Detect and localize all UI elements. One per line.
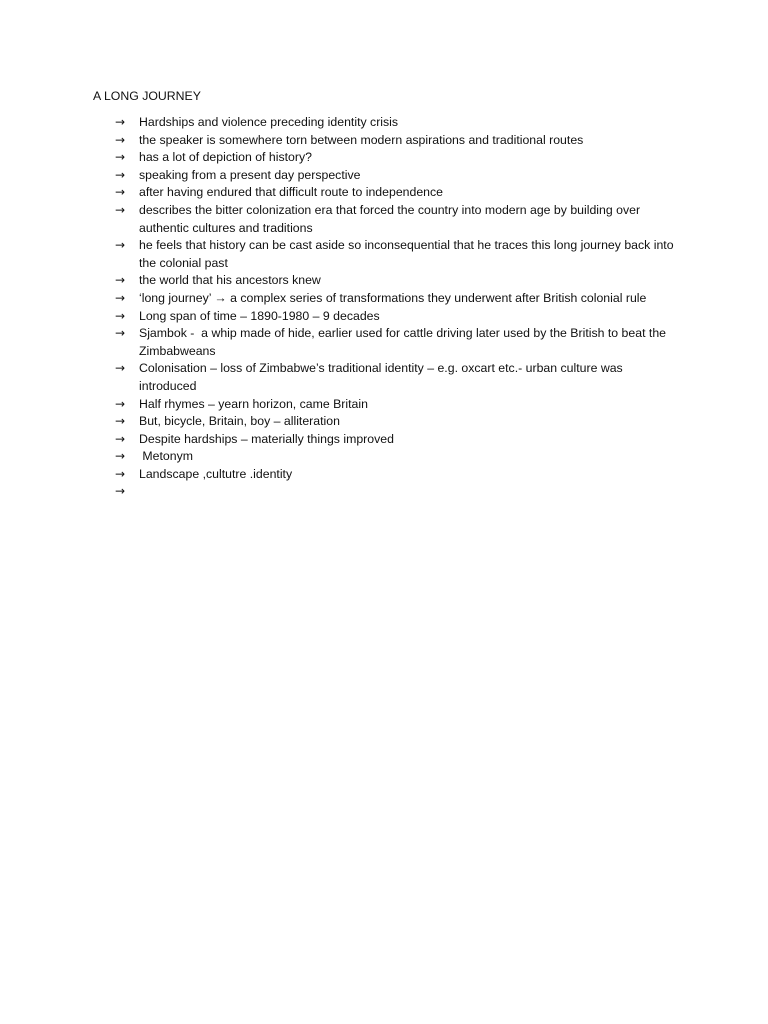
list-item-text: ‘long journey’ → a complex series of transformations they underwent after British colonial rule [139,290,647,305]
list-item-text: Half rhymes – yearn horizon, came Britain [139,396,368,411]
arrow-bullet-icon: → [115,449,126,464]
arrow-bullet-icon: → [115,414,126,429]
list-item [115,466,675,484]
arrow-bullet-icon: → [115,202,126,217]
list-item-text: But, bicycle, Britain, boy – alliteration [139,414,340,429]
list-item-text: Colonisation – loss of Zimbabwe’s traditional identity – e.g. oxcart etc.- urban culture was introduced [139,361,627,393]
list-item [115,483,675,501]
arrow-bullet-icon: → [115,326,126,341]
list-item [115,431,675,449]
list-item-text: he feels that history can be cast aside so inconsequential that he traces this long journey back into the colonial past [139,238,677,270]
list-item-text: the speaker is somewhere torn between modern aspirations and traditional routes [139,132,584,147]
arrow-bullet-icon: → [115,396,126,411]
list-item [115,325,675,360]
list-item-text: the world that his ancestors knew [139,273,321,288]
list-item [115,237,675,272]
list-item [115,184,675,202]
arrow-bullet-icon: → [115,466,126,481]
arrow-bullet-icon: → [115,361,126,376]
list-item [115,132,675,150]
list-item-text: has a lot of depiction of history? [139,150,312,165]
arrow-bullet-icon: → [115,238,126,253]
list-item-text: Hardships and violence preceding identity crisis [139,115,399,129]
arrow-bullet-icon: → [115,150,126,165]
list-item [115,272,675,290]
list-item-text: describes the bitter colonization era that forced the country into modern age by building over authentic cultures and traditions [139,202,644,235]
list-item [115,114,675,132]
list-item [115,167,675,185]
arrow-bullet-icon: → [115,290,126,305]
list-item-text: Landscape ,cultutre .identity [139,466,293,481]
arrow-bullet-icon: → [115,132,126,147]
list-item-text: Metonym [139,449,193,464]
arrow-bullet-icon: → [115,167,126,182]
arrow-bullet-icon: → [115,185,126,200]
list-item [115,202,675,237]
list-item [115,308,675,326]
list-item [115,360,675,395]
list-item-text: Sjambok - a whip made of hide, earlier used for cattle driving later used by the British to beat the Zimbabweans [139,326,670,358]
arrow-bullet-icon: → [115,484,126,499]
list-item [115,149,675,167]
list-item [115,290,675,308]
list-item-text: Despite hardships – materially things improved [139,431,394,446]
list-item-text: after having endured that difficult route to independence [139,185,443,200]
list-item [115,448,675,466]
arrow-bullet-icon: → [115,308,126,323]
arrow-bullet-icon: → [115,431,126,446]
document-title: A LONG JOURNEY [93,89,201,103]
list-item [115,413,675,431]
list-item-text: Long span of time – 1890-1980 – 9 decades [139,308,380,323]
list-item [115,396,675,414]
notes-list [115,114,675,501]
arrow-bullet-icon: → [115,115,126,129]
arrow-bullet-icon: → [115,273,126,288]
list-item-text: speaking from a present day perspective [139,167,361,182]
